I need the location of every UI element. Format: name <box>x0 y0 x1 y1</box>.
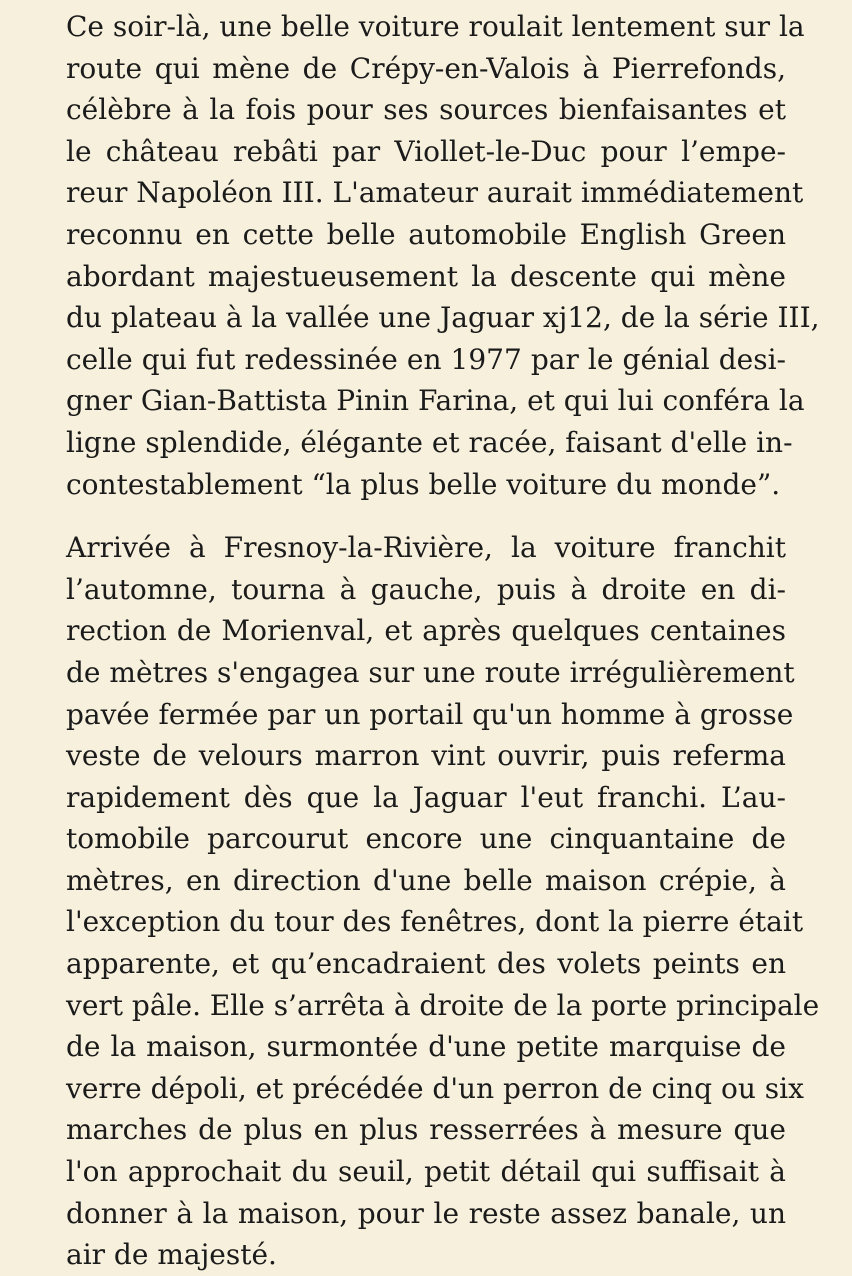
text-line: célèbre à la fois pour ses sources bienfaisantes et <box>66 93 786 127</box>
text-line: tomobile parcourut encore une cinquantaine de <box>66 822 786 856</box>
text-line: route qui mène de Crépy-en-Valois à Pierrefonds, <box>66 51 786 85</box>
text-line: l’automne, tourna à gauche, puis à droite en di- <box>66 572 786 606</box>
text-line: reur Napoléon III. L'amateur aurait immédiatement <box>66 176 804 210</box>
text-line: rapidement dès que la Jaguar l'eut franchi. L’au- <box>66 780 786 814</box>
text-line: donner à la maison, pour le reste assez banale, un <box>66 1196 786 1230</box>
text-line: abordant majestueusement la descente qui mène <box>66 259 786 293</box>
text-line: celle qui fut redessinée en 1977 par le génial desi- <box>66 342 786 376</box>
text-line: veste de velours marron vint ouvrir, puis referma <box>66 739 786 773</box>
text-line: l'on approchait du seuil, petit détail qui suffisait à <box>66 1155 786 1189</box>
paragraph-2 <box>66 527 820 1276</box>
text-line: de la maison, surmontée d'une petite marquise de <box>66 1030 786 1064</box>
paragraph-1 <box>66 6 820 505</box>
text-line: gner Gian-Battista Pinin Farina, et qui lui conféra la <box>66 384 805 418</box>
text-line: verre dépoli, et précédée d'un perron de cinq ou six <box>66 1071 804 1105</box>
text-line: marches de plus en plus resserrées à mesure que <box>66 1113 786 1147</box>
text-line: air de majesté. <box>66 1238 277 1272</box>
text-line: de mètres s'engagea sur une route irrégulièrement <box>66 655 795 689</box>
text-line: rection de Morienval, et après quelques centaines <box>66 614 786 648</box>
text-line: vert pâle. Elle s’arrêta à droite de la porte principale <box>66 988 820 1022</box>
text-line: Arrivée à Fresnoy-la-Rivière, la voiture franchit <box>66 531 786 565</box>
text-line: Ce soir-là, une belle voiture roulait lentement sur la <box>66 10 805 43</box>
text-line: reconnu en cette belle automobile English Green <box>66 217 786 251</box>
text-line: le château rebâti par Viollet-le-Duc pour l’empe- <box>66 134 786 168</box>
text-line: du plateau à la vallée une Jaguar xj12, de la série III, <box>66 301 820 335</box>
text-line: ligne splendide, élégante et racée, faisant d'elle in- <box>66 425 793 459</box>
text-line: contestablement “la plus belle voiture du monde”. <box>66 467 781 501</box>
text-line: pavée fermée par un portail qu'un homme à grosse <box>66 697 794 731</box>
text-line: mètres, en direction d'une belle maison crépie, à <box>66 863 786 897</box>
text-line: l'exception du tour des fenêtres, dont la pierre était <box>66 905 804 939</box>
text-line: apparente, et qu’encadraient des volets peints en <box>66 947 786 981</box>
